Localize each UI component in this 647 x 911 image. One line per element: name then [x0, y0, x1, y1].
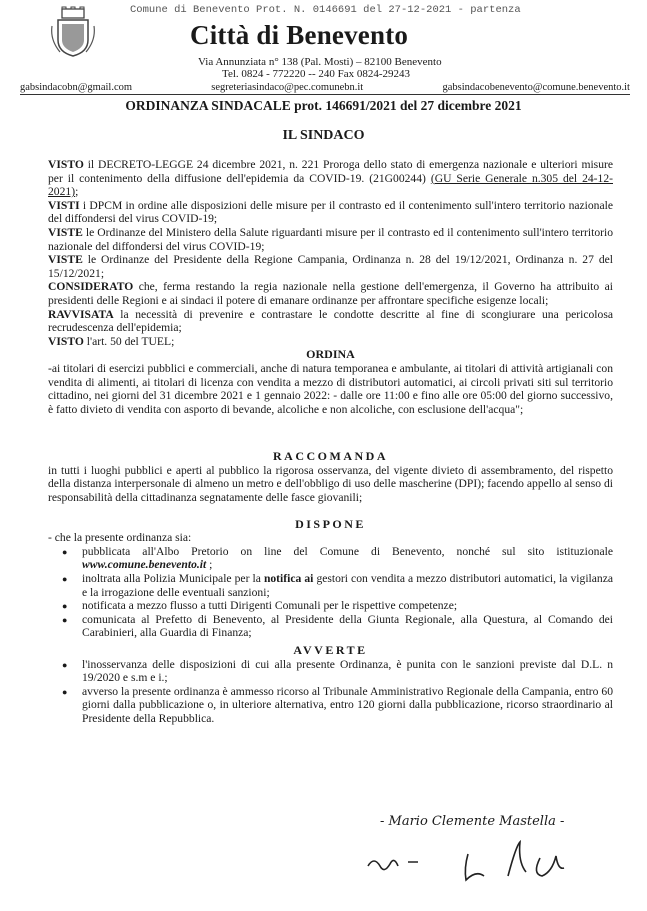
website-link[interactable]: www.comune.benevento.it [82, 558, 207, 572]
dispone-heading: DISPONE [295, 516, 366, 531]
ravvisata-paragraph: RAVVISATA la necessità di prevenire e contrastare le condotte descritte al fine di scongiurare una pericolosa recrudescenza dell'epidemia; [48, 307, 613, 335]
email-pec[interactable]: segreteriasindaco@pec.comunebn.it [211, 82, 364, 93]
il-sindaco-heading: IL SINDACO [282, 128, 365, 143]
ordinance-title: ORDINANZA SINDACALE prot. 146691/2021 del 27 dicembre 2021 [125, 98, 522, 113]
list-item: ● comunicata al Prefetto di Benevento, al Presidente della Giunta Regionale, alla Questura, al Comando dei Carabinieri, alla Guardia di Finanza; [82, 613, 613, 640]
list-item: ● l'inosservanza delle disposizioni di cui alla presente Ordinanza, è punita con le sanzioni previste dal D.L. n 19/2020 e s.m e i.; [82, 658, 613, 685]
viste-regione-paragraph: VISTE le Ordinanze del Presidente della Regione Campania, Ordinanza n. 28 del 19/12/2021, Ordinanza n. 27 del 15/12/2021; [48, 253, 613, 280]
list-item: ● pubblicata all'Albo Pretorio on line del Comune di Benevento, nonché sul sito istituzionale www.comune.benevento.it ; [82, 545, 613, 572]
visti-dpcm-paragraph: VISTI i DPCM in ordine alle disposizioni delle misure per il contrasto ed il contenimento sull'intero territorio nazionale del diffondersi del virus COVID-19; [48, 198, 613, 226]
considerato-paragraph: CONSIDERATO che, ferma restando la regia nazionale nella gestione dell'emergenza, il Governo ha attribuito ai presidenti delle Regioni e ai sindaci il potere di emanare ordinanze per affrontare specifiche esigenze locali; [48, 280, 613, 307]
ordina-heading: ORDINA [306, 347, 355, 362]
avverte-list [48, 658, 613, 726]
list-item: ● inoltrata alla Polizia Municipale per la notifica ai gestori con vendita a mezzo distributori automatici, la vigilanza e la irrogazione delle eventuali sanzioni; [82, 572, 613, 599]
gu-link[interactable]: (GU Serie Generale n.305 del 24-12-2021) [48, 171, 613, 199]
phone-fax: Tel. 0824 - 772220 -- 240 Fax 0824-29243 [222, 68, 411, 80]
city-title: Città di Benevento [190, 20, 409, 50]
visto-tuel-paragraph: VISTO l'art. 50 del TUEL; [48, 334, 175, 348]
email-comune[interactable]: gabsindacobenevento@comune.benevento.it [442, 82, 630, 93]
raccomanda-heading: RACCOMANDA [273, 449, 388, 464]
address: Via Annunziata n° 138 (Pal. Mosti) – 82100 Benevento [198, 56, 442, 68]
email-gmail[interactable]: gabsindacobn@gmail.com [20, 82, 133, 93]
avverte-heading: AVVERTE [293, 643, 368, 657]
ordina-paragraph: -ai titolari di esercizi pubblici e commerciali, anche di natura temporanea e ambulante, ai titolari di attività artigianali con vendita di alimenti, ai titolari di licenza con vendita a mezzo di distributori automatici, ai circoli privati siti sul territorio cittadino, nei giorni del 31 dicembre 2021 e 1 gennaio 2022: - dalle ore 11:00 e fino alle ore 05:00 del giorno successivo, è fatto divieto di vendita con asporto di bevande, alcoliche e non alcoliche, con esclusione dell'acqua"; [48, 361, 613, 416]
dispone-intro: - che la presente ordinanza sia: [48, 531, 192, 545]
email-line [20, 82, 630, 95]
signatory-name: - Mario Clemente Mastella - [380, 814, 565, 829]
city-crest-icon [50, 6, 96, 58]
list-item: ● avverso la presente ordinanza è ammesso ricorso al Tribunale Amministrativo Regionale della Campania, entro 60 giorni dalla pubblicazione o, in ulteriore alternativa, entro 120 giorni dalla pubblicazione, ricorso straordinario al Presidente della Repubblica. [82, 685, 613, 726]
handwritten-signature [360, 836, 590, 886]
list-item: ● notificata a mezzo flusso a tutti Dirigenti Comunali per le rispettive competenze; [82, 599, 613, 613]
dispone-list [48, 545, 613, 640]
raccomanda-paragraph: in tutti i luoghi pubblici e aperti al pubblico la rigorosa osservanza, del vigente divieto di assembramento, del rispetto della distanza interpersonale di almeno un metro e dell'obbligo di uso delle mascherine (DPI); facendo appello al senso di responsabilità della cittadinanza segnatamente delle fasce giovanili; [48, 463, 613, 505]
visto-decreto-paragraph: VISTO il DECRETO-LEGGE 24 dicembre 2021, n. 221 Proroga dello stato di emergenza nazionale e ulteriori misure per il contenimento della diffusione dell'epidemia da COVID-19. (21G00244) (GU Serie Generale n.305 del 24-12-2021); [48, 158, 613, 199]
protocol-stamp: Comune di Benevento Prot. N. 0146691 del 27-12-2021 - partenza [130, 4, 521, 16]
viste-ministero-paragraph: VISTE le Ordinanze del Ministero della Salute riguardanti misure per il contrasto ed il contenimento sull'intero territorio nazionale del diffondersi del virus COVID-19; [48, 225, 613, 253]
document-body [48, 158, 613, 726]
